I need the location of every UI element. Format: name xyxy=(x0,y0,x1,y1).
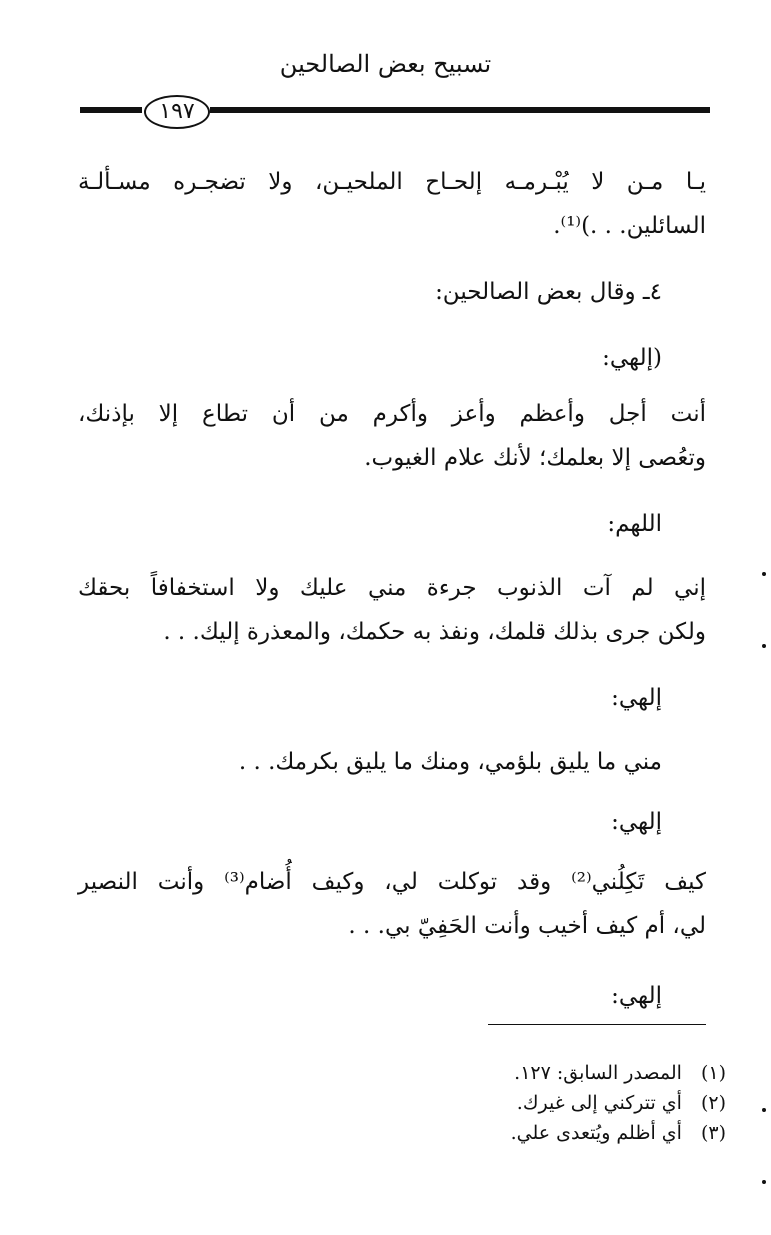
header-rule-left xyxy=(80,107,142,113)
footnotes xyxy=(300,1058,726,1148)
body-text xyxy=(78,160,706,248)
invocation-text: إلهي: xyxy=(611,809,662,835)
margin-speck xyxy=(762,572,766,576)
section-heading-text: ٤ـ وقال بعض الصالحين: xyxy=(435,279,662,305)
page-number: ١٩٧ xyxy=(144,95,210,129)
invocation-text: إلهي: xyxy=(611,685,662,711)
footnote-text: أي تتركني إلى غيرك. xyxy=(516,1092,682,1114)
margin-speck xyxy=(762,1180,766,1184)
invocation xyxy=(78,336,706,380)
section-heading xyxy=(78,270,706,314)
margin-speck xyxy=(762,644,766,648)
invocation-text: (إلهي: xyxy=(602,345,662,371)
paragraph xyxy=(78,566,706,654)
invocation-text: إلهي: xyxy=(611,983,662,1009)
footnote-text: أي أظلم ويُتعدى علي. xyxy=(510,1122,682,1144)
body-line: أنت أجل وأعظم وأعز وأكرم من أن تطاع إلا بإذنك، xyxy=(78,401,706,427)
paragraph xyxy=(78,860,706,948)
header-rule xyxy=(80,95,710,129)
footnote-number: (٢) xyxy=(700,1092,726,1114)
invocation xyxy=(78,502,706,546)
body-line: السائلين. . .)⁽¹⁾. xyxy=(553,213,706,239)
invocation-text: اللهم: xyxy=(607,511,662,537)
footnote-text: المصدر السابق: ١٢٧. xyxy=(514,1062,682,1084)
body-line: وتعُصى إلا بعلمك؛ لأنك علام الغيوب. xyxy=(364,445,706,471)
header-rule-right xyxy=(210,107,710,113)
footnote-item xyxy=(300,1118,726,1148)
footnote-item xyxy=(300,1058,726,1088)
body-line: يـا مـن لا يُبْـرمـه إلحـاح الملحيـن، ولا تضجـره مسـألـة xyxy=(78,169,706,195)
footnote-item xyxy=(300,1088,726,1118)
footnote-separator xyxy=(488,1024,706,1025)
paragraph xyxy=(78,392,706,480)
paragraph xyxy=(78,740,706,784)
body-line: مني ما يليق بلؤمي، ومنك ما يليق بكرمك. . . xyxy=(238,749,662,775)
footnote-number: (٣) xyxy=(700,1122,726,1144)
invocation xyxy=(78,676,706,720)
body-line: كيف تَكِلُني⁽²⁾ وقد توكلت لي، وكيف أُضام⁽³⁾ وأنت النصير xyxy=(78,869,706,895)
footnote-number: (١) xyxy=(700,1062,726,1084)
margin-speck xyxy=(762,1108,766,1112)
body-line: ولكن جرى بذلك قلمك، ونفذ به حكمك، والمعذرة إليك. . . xyxy=(163,619,706,645)
invocation xyxy=(78,800,706,844)
body-line: لي، أم كيف أخيب وأنت الحَفِيّ بي. . . xyxy=(348,913,706,939)
invocation xyxy=(78,974,706,1018)
running-title: تسبيح بعض الصالحين xyxy=(279,50,492,78)
body-line: إني لم آت الذنوب جرءة مني عليك ولا استخفافاً بحقك xyxy=(78,575,706,601)
